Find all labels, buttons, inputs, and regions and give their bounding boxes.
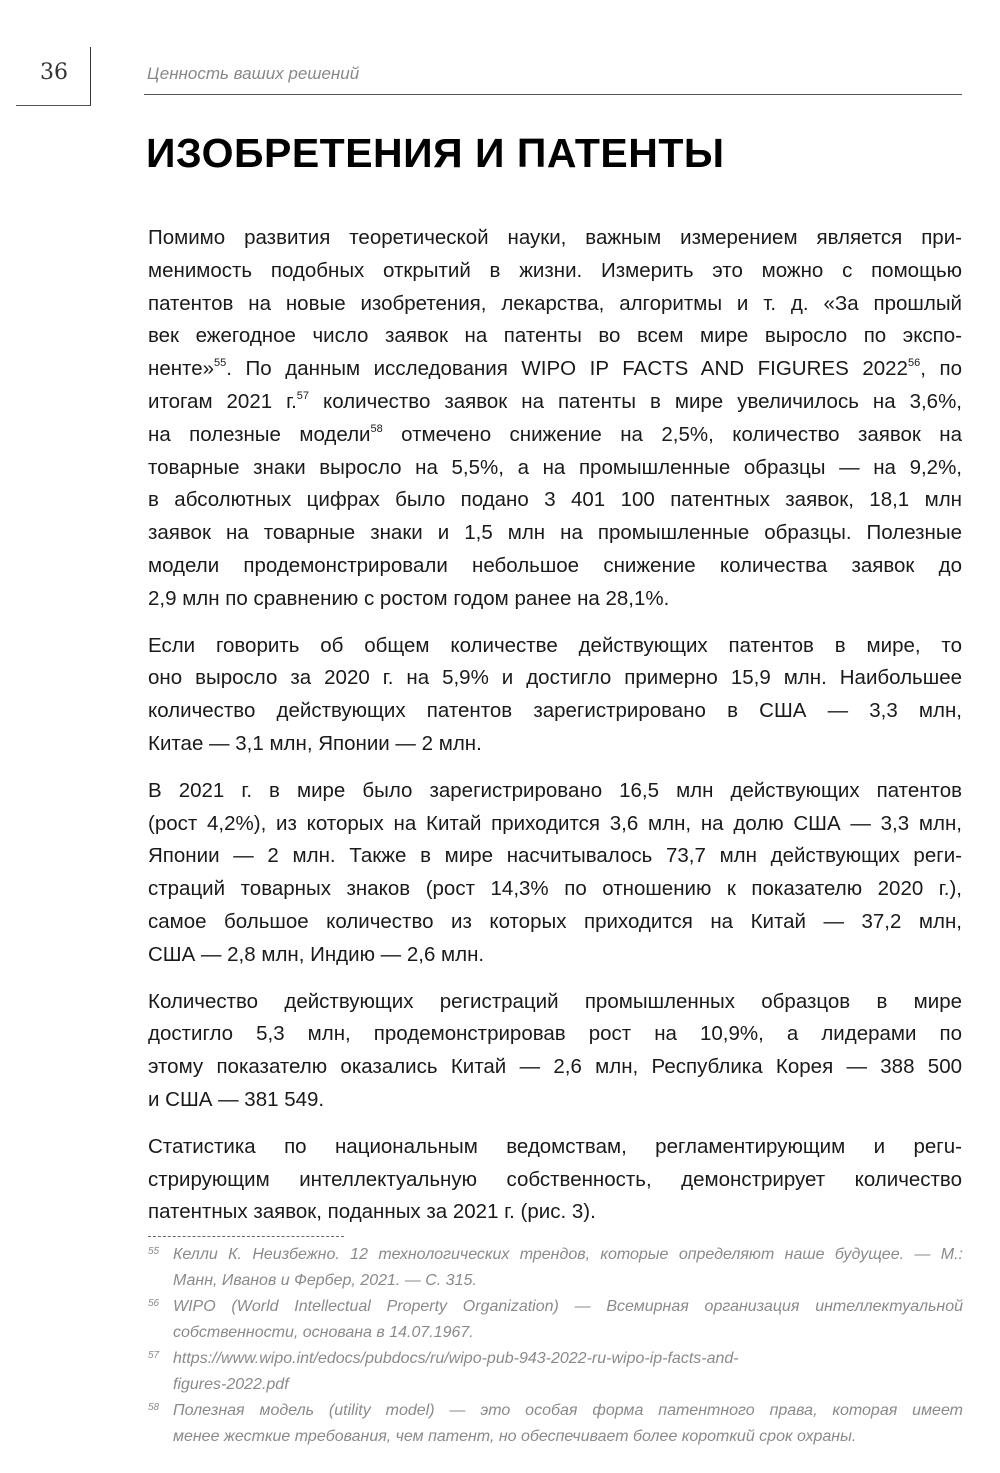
text-segment: оно выросло за 2020 г. на 5,9% и достигло примерно 15,9 млн. Наибольшее: [148, 666, 962, 690]
text-segment: (рост 4,2%), из которых на Китай приходится 3,6 млн, на долю США — 3,3 млн,: [148, 811, 962, 835]
page-number: 36: [40, 60, 68, 85]
footnote-line: собственности, основана в 14.07.1967.: [173, 1324, 474, 1341]
text-segment: век ежегодное число заявок на патенты во всем мире выросло по экспо-: [148, 324, 962, 348]
text-line: [148, 840, 962, 873]
footnote: [148, 1242, 963, 1294]
text-line: [148, 906, 962, 939]
text-segment: стрирующим интеллектуальную собственность, демонстрирует количество: [148, 1167, 962, 1191]
text-line: [148, 695, 962, 728]
text-line: [148, 1018, 962, 1051]
header-divider: [144, 94, 962, 95]
text-segment: Помимо развития теоретической науки, важным измерением является при-: [148, 226, 962, 249]
footnote-divider: [148, 1236, 344, 1237]
running-title: Ценность ваших решений: [147, 64, 360, 83]
text-line: [148, 1051, 962, 1084]
text-segment: Если говорить об общем количестве действующих патентов в мире, то: [148, 633, 962, 657]
text-line: [148, 873, 962, 906]
text-segment: патентов на новые изобретения, лекарства, алгоритмы и т. д. «За прошлый: [148, 291, 962, 315]
body-text: [148, 222, 962, 1243]
text-segment: менимость подобных открытий в жизни. Измерить это можно с помощью: [148, 258, 962, 282]
text-line: [148, 1164, 962, 1197]
text-segment: . По данным исследования WIPO IP FACTS AND FIGURES 2022: [226, 357, 908, 381]
text-segment: ненте»: [148, 357, 215, 381]
section-title: ИЗОБРЕТЕНИЯ И ПАТЕНТЫ: [146, 130, 725, 176]
text-segment: Китае — 3,1 млн, Японии — 2 млн.: [148, 731, 482, 755]
footnote-ref: 56: [907, 357, 921, 370]
paragraph: [148, 986, 962, 1117]
text-line: [148, 1131, 962, 1164]
text-line: [148, 662, 962, 695]
footnote-line: Полезная модель (utility model) — это особая форма патентного права, которая имеет: [173, 1402, 963, 1419]
footnote-ref: 55: [214, 357, 227, 370]
footnote-line: Келли К. Неизбежно. 12 технологических трендов, которые определяют наше будущее. — М.:: [173, 1246, 963, 1263]
text-line: [148, 1196, 962, 1229]
footnote-line: WIPO (World Intellectual Property Organization) — Всемирная организация интеллектуальной: [173, 1298, 963, 1315]
footnote-number: 58: [148, 1402, 160, 1413]
text-line: [148, 939, 962, 972]
text-segment: Японии — 2 млн. Также в мире насчитывалось 73,7 млн действующих реги-: [148, 844, 962, 868]
footnotes: [148, 1242, 963, 1450]
text-line: [148, 386, 962, 419]
text-line: [148, 288, 962, 321]
text-line: [148, 320, 962, 353]
text-segment: итогам 2021 г.: [148, 389, 297, 413]
text-segment: на полезные модели: [148, 422, 371, 446]
text-segment: и США — 381 549.: [148, 1087, 325, 1111]
text-segment: модели продемонстрировали небольшое снижение количества заявок до: [148, 553, 962, 577]
text-line: [148, 452, 962, 485]
footnote-line[interactable]: figures-2022.pdf: [173, 1376, 289, 1393]
footnote: [148, 1294, 963, 1346]
text-line: [148, 1084, 962, 1117]
footnote-line: менее жесткие требования, чем патент, но обеспечивает более короткий срок охраны.: [173, 1428, 857, 1445]
text-segment: 2,9 млн по сравнению с ростом годом ранее на 28,1%.: [148, 586, 670, 610]
text-segment: этому показателю оказались Китай — 2,6 млн, Республика Корея — 388 500: [148, 1055, 962, 1079]
text-line: [148, 255, 962, 288]
text-line: [148, 222, 962, 255]
text-segment: , по: [920, 357, 962, 381]
text-line: [148, 550, 962, 583]
footnote-line[interactable]: https://www.wipo.int/edocs/pubdocs/ru/wipo-pub-943-2022-ru-wipo-ip-facts-and-: [173, 1350, 739, 1367]
text-line: [148, 630, 962, 663]
footnote: [148, 1346, 963, 1398]
footnote-ref: 57: [296, 389, 310, 402]
footnote-number: 57: [148, 1350, 160, 1361]
text-line: [148, 808, 962, 841]
text-segment: Количество действующих регистраций промышленных образцов в мире: [148, 989, 962, 1013]
text-segment: отмечено снижение на 2,5%, количество заявок на: [382, 422, 962, 446]
text-segment: США — 2,8 млн, Индию — 2,6 млн.: [148, 942, 485, 966]
paragraph: [148, 630, 962, 761]
text-line: [148, 583, 962, 616]
text-line: [148, 775, 962, 808]
text-segment: страций товарных знаков (рост 14,3% по отношению к показателю 2020 г.),: [148, 877, 962, 901]
footnote-line: Манн, Иванов и Фербер, 2021. — С. 315.: [173, 1272, 477, 1289]
text-line: [148, 728, 962, 761]
text-segment: заявок на товарные знаки и 1,5 млн на промышленные образцы. Полезные: [148, 521, 962, 545]
footnote-number: 55: [148, 1246, 160, 1257]
text-segment: Статистика по национальным ведомствам, регламентирующим и регu-: [148, 1134, 962, 1158]
text-line: [148, 517, 962, 550]
paragraph: [148, 1131, 962, 1229]
text-segment: В 2021 г. в мире было зарегистрировано 16,5 млн действующих патентов: [148, 778, 962, 802]
text-segment: патентных заявок, поданных за 2021 г. (рис. 3).: [148, 1200, 596, 1224]
text-line: [148, 986, 962, 1019]
text-segment: количество действующих патентов зарегистрировано в США — 3,3 млн,: [148, 699, 962, 723]
text-segment: самое большое количество из которых приходится на Китай — 37,2 млн,: [148, 909, 962, 933]
footnote-ref: 58: [370, 422, 383, 435]
footnote-number: 56: [148, 1298, 160, 1309]
text-line: [148, 484, 962, 517]
text-segment: достигло 5,3 млн, продемонстрировав рост на 10,9%, а лидерами по: [148, 1022, 962, 1046]
text-line: [148, 353, 962, 386]
paragraph: [148, 775, 962, 972]
text-segment: в абсолютных цифрах было подано 3 401 100 патентных заявок, 18,1 млн: [148, 488, 962, 512]
text-segment: товарные знаки выросло на 5,5%, а на промышленные образцы — на 9,2%,: [148, 455, 962, 479]
footnote: [148, 1398, 963, 1450]
text-line: [148, 419, 962, 452]
text-segment: количество заявок на патенты в мире увеличилось на 3,6%,: [309, 389, 962, 413]
paragraph: [148, 222, 962, 616]
